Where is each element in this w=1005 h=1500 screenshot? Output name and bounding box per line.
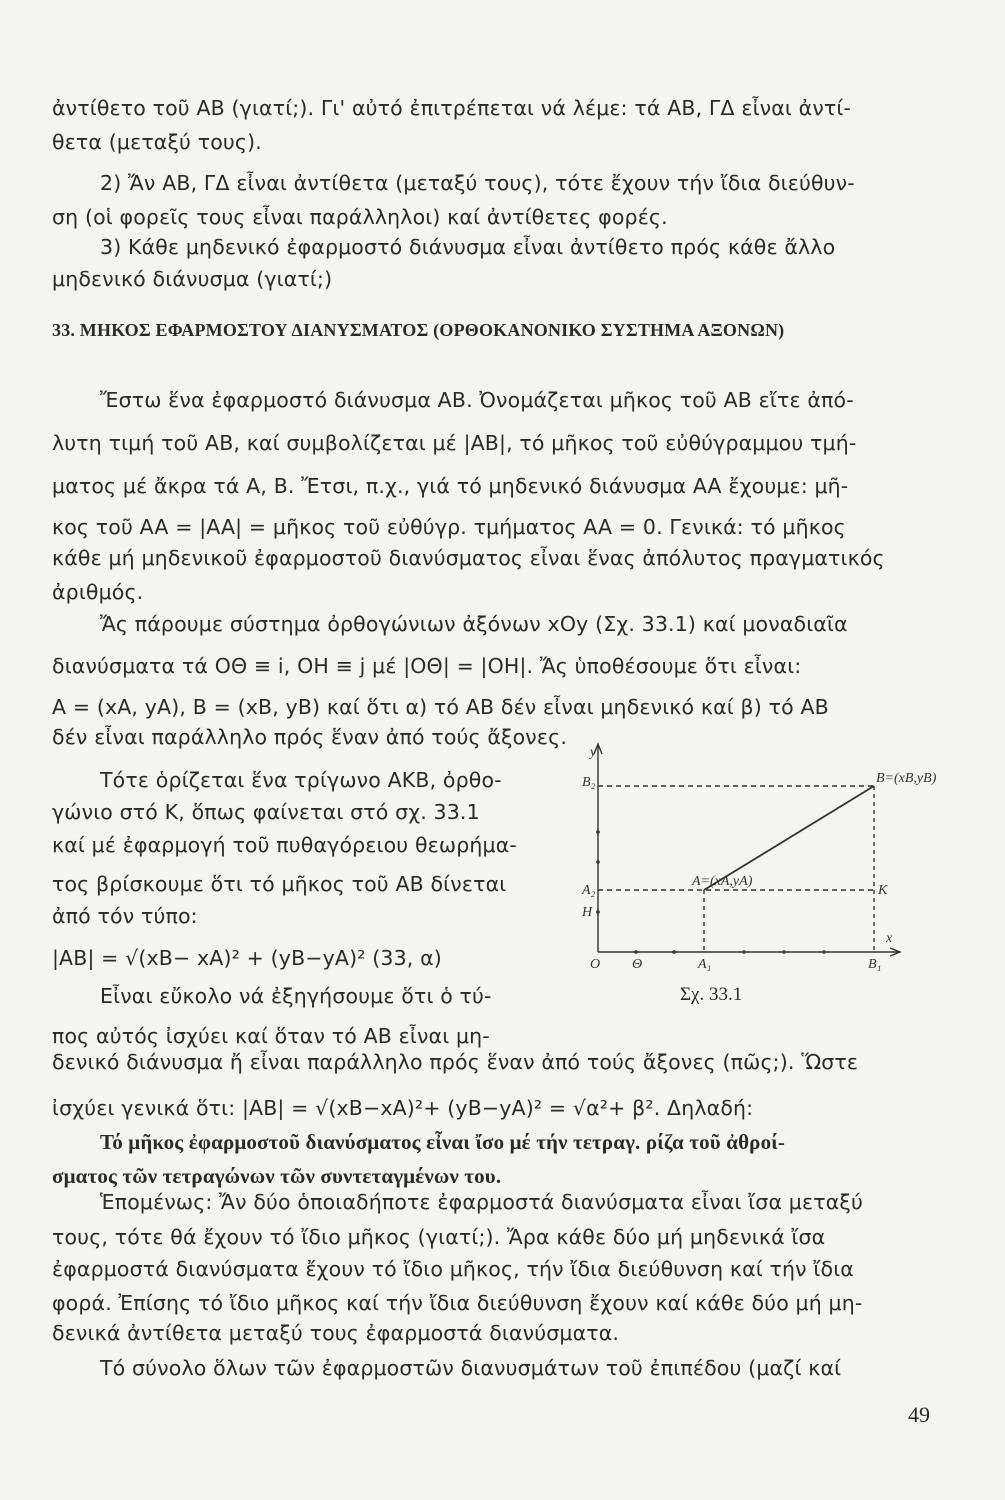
label-x: x xyxy=(886,931,893,946)
tick xyxy=(782,950,786,954)
text-line: θετα (μεταξύ τους). xyxy=(52,130,262,154)
text-line: ἀπό τόν τύπο: xyxy=(52,904,198,928)
label-o: O xyxy=(590,957,601,972)
label-h: H xyxy=(582,905,593,920)
text-line: τος βρίσκουμε ὅτι τό μῆκος τοῦ AB δίνεται xyxy=(52,872,507,896)
label-a1: A₁ xyxy=(698,957,712,972)
coordinate-figure xyxy=(568,742,937,977)
tick xyxy=(596,860,600,864)
formula-line: ἰσχύει γενικά ὅτι: |AB| = √(xB−xA)²+ (yB−yA)² = √α²+ β². Δηλαδή: xyxy=(52,1096,754,1120)
text-line: 2) Ἄν AB, ΓΔ εἶναι ἀντίθετα (μεταξύ τους), τότε ἔχουν τήν ἴδια διεύθυν- xyxy=(100,171,855,195)
text-line: τους, τότε θά ἔχουν τό ἴδιο μῆκος (γιατί;). Ἄρα κάθε δύο μή μηδενικά ἴσα xyxy=(52,1225,826,1249)
text-line: μηδενικό διάνυσμα (γιατί;) xyxy=(52,267,333,291)
text-line: δενικό διάνυσμα ἤ εἶναι παράλληλο πρός ἕναν ἀπό τούς ἄξονες (πῶς;). Ὥστε xyxy=(52,1050,859,1074)
text-line: κος τοῦ AA = |AA| = μῆκος τοῦ εὐθύγρ. τμήματος AA = 0. Γενικά: τό μῆκος xyxy=(52,515,846,539)
text-line: δέν εἶναι παράλληλο πρός ἕναν ἀπό τούς ἄξονες. xyxy=(52,725,567,749)
label-b1: B₁ xyxy=(868,957,882,972)
text-line: ἀντίθετο τοῦ AB (γιατί;). Γι' αὐτό ἐπιτρέπεται νά λέμε: τά AB, ΓΔ εἶναι ἀντί- xyxy=(52,96,852,120)
text-line: γώνιο στό K, ὅπως φαίνεται στό σχ. 33.1 xyxy=(52,800,480,824)
label-k: K xyxy=(878,883,888,898)
tick xyxy=(742,950,746,954)
tick xyxy=(672,950,676,954)
label-y: y xyxy=(590,745,597,760)
text-line: καί μέ ἐφαρμογή τοῦ πυθαγόρειου θεωρήμα- xyxy=(52,833,517,857)
formula-33a: |AB| = √(xB− xA)² + (yB−yA)² (33, α) xyxy=(52,946,442,970)
text-line: Ἑπομένως: Ἄν δύο ὁποιαδήποτε ἐφαρμοστά διανύσματα εἶναι ἴσα μεταξύ xyxy=(100,1190,863,1214)
tick xyxy=(596,830,600,834)
text-line: Ἄς πάρουμε σύστημα ὀρθογώνιων ἀξόνων xOy (Σχ. 33.1) καί μοναδιαῖα xyxy=(100,612,848,636)
text-line: ση (οἱ φορεῖς τους εἶναι παράλληλοι) καί ἀντίθετες φορές. xyxy=(52,205,668,229)
text-line: ἐφαρμοστά διανύσματα ἔχουν τό ἴδιο μῆκος, τήν ἴδια διεύθυνση καί τήν ἴδια xyxy=(52,1257,854,1281)
figure-caption: Σχ. 33.1 xyxy=(680,984,743,1005)
label-a2: A₂ xyxy=(582,883,596,898)
text-line: διανύσματα τά OΘ ≡ i, OH ≡ j μέ |OΘ| = |OH|. Ἄς ὑποθέσουμε ὅτι εἶναι: xyxy=(52,654,802,678)
text-line: Τό σύνολο ὅλων τῶν ἐφαρμοστῶν διανυσμάτων τοῦ ἐπιπέδου (μαζί καί xyxy=(100,1356,842,1380)
tick-h xyxy=(596,910,600,914)
label-theta: Θ xyxy=(632,957,643,972)
theorem-line: Τό μῆκος ἐφαρμοστοῦ διανύσματος εἶναι ἴσο μέ τήν τετραγ. ρίζα τοῦ ἀθροί- xyxy=(100,1130,786,1154)
page-number: 49 xyxy=(908,1402,930,1427)
text-line: ματος μέ ἄκρα τά A, B. Ἔτσι, π.χ., γιά τό μηδενικό διάνυσμα AA ἔχουμε: μῆ- xyxy=(52,474,849,498)
text-line: δενικά ἀντίθετα μεταξύ τους ἐφαρμοστά διανύσματα. xyxy=(52,1321,620,1345)
text-line: Τότε ὁρίζεται ἕνα τρίγωνο AKB, ὀρθο- xyxy=(100,768,502,792)
text-line: A = (xA, yA), B = (xB, yB) καί ὅτι α) τό AB δέν εἶναι μηδενικό καί β) τό AB xyxy=(52,695,829,719)
text-line: λυτη τιμή τοῦ AB, καί συμβολίζεται μέ |AB|, τό μῆκος τοῦ εὐθύγραμμου τμή- xyxy=(52,431,857,455)
text-line: ἀριθμός. xyxy=(52,580,144,604)
tick-theta xyxy=(634,950,638,954)
theorem-line: σματος τῶν τετραγώνων τῶν συντεταγμένων του. xyxy=(52,1164,502,1188)
text-line: Ἔστω ἕνα ἐφαρμοστό διάνυσμα AB. Ὀνομάζεται μῆκος τοῦ AB εἴτε ἀπό- xyxy=(100,388,854,412)
label-a: A=(xA,yA) xyxy=(692,874,753,889)
text-line: πος αὐτός ἰσχύει καί ὅταν τό AB εἶναι μη- xyxy=(52,1024,490,1048)
tick xyxy=(822,950,826,954)
text-line: Εἶναι εὔκολο νά ἐξηγήσουμε ὅτι ὁ τύ- xyxy=(100,984,492,1008)
text-line: κάθε μή μηδενικοῦ ἐφαρμοστοῦ διανύσματος εἶναι ἕνας ἀπόλυτος πραγματικός xyxy=(52,546,885,570)
section-heading: 33. ΜΗΚΟΣ ΕΦΑΡΜΟΣΤΟΥ ΔΙΑΝΥΣΜΑΤΟΣ (ΟΡΘΟΚΑΝΟΝΙΚΟ ΣΥΣΤΗΜΑ ΑΞΟΝΩΝ) xyxy=(52,320,785,340)
label-b2: B₂ xyxy=(582,775,596,790)
text-line: φορά. Ἐπίσης τό ἴδιο μῆκος καί τήν ἴδια διεύθυνση ἔχουν καί κάθε δύο μή μη- xyxy=(52,1291,863,1315)
text-line: 3) Κάθε μηδενικό ἐφαρμοστό διάνυσμα εἶναι ἀντίθετο πρός κάθε ἄλλο xyxy=(100,235,836,259)
label-b: B=(xB,yB) xyxy=(876,771,937,786)
